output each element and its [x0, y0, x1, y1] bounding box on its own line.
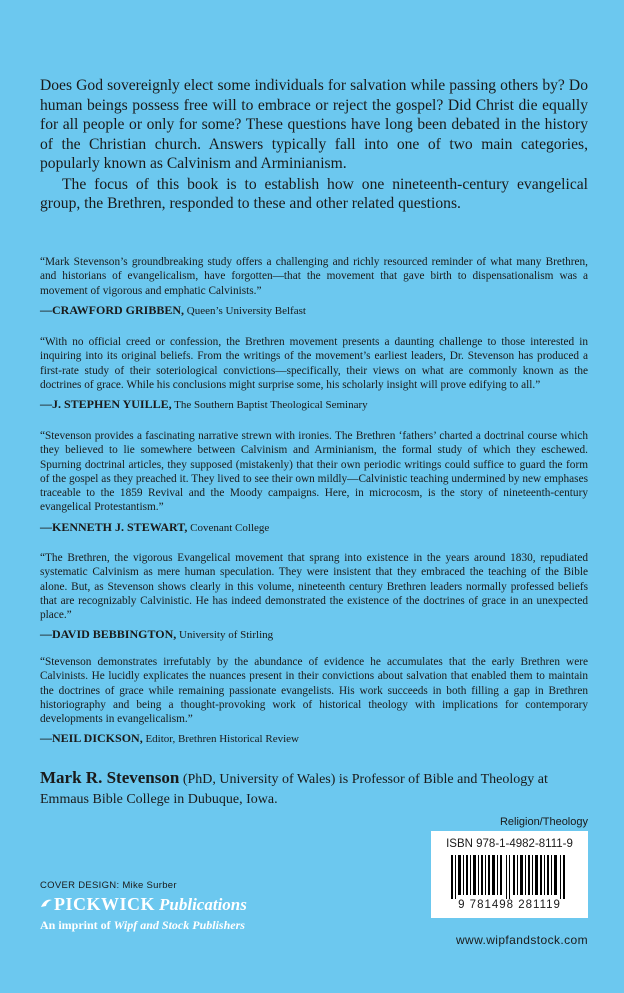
endorsement — [40, 655, 588, 746]
endorsement-attribution — [40, 731, 588, 746]
imprint-prefix: An imprint of — [40, 918, 114, 932]
endorser-name: —NEIL DICKSON, — [40, 731, 143, 746]
publisher-name: PICKWICK — [54, 894, 156, 914]
publisher-publications: Publications — [159, 895, 247, 914]
publisher-imprint — [40, 918, 245, 933]
endorsement — [40, 429, 588, 535]
author-bio-text: (PhD, University of Wales) is Professor of Bible and Theology at Emmaus Bible College in Dubuque, Iowa. — [40, 772, 548, 807]
endorser-affiliation: The Southern Baptist Theological Seminary — [174, 399, 368, 412]
endorser-name: —DAVID BEBBINGTON, — [40, 627, 177, 642]
endorsement-attribution — [40, 520, 588, 535]
endorsement — [40, 551, 588, 642]
description-paragraph-2: The focus of this book is to establish how one nineteenth-century evangelical group, the Brethren, responded to these and other related questions. — [40, 175, 588, 212]
endorser-affiliation: Editor, Brethren Historical Review — [145, 733, 299, 746]
endorsement-text: “With no official creed or confession, the Brethren movement presents a daunting challenge to those interested in inquiring into its original beliefs. From the writings of the movement’s earliest leaders, Dr. Stevenson has produced a first-rate study of their soteriological convictions—specifically, their views on what are commonly known as the doctrines of grace. While his conclusions might surprise some, his scholarly insight will prove edifying to all.” — [40, 336, 588, 391]
author-bio — [40, 768, 588, 810]
endorser-affiliation: Queen’s University Belfast — [186, 304, 306, 317]
swirl-icon — [40, 897, 54, 911]
imprint-name: Wipf and Stock Publishers — [113, 918, 245, 932]
endorsement-text: “Stevenson demonstrates irrefutably by the abundance of evidence he accumulates that the early Brethren were Calvinists. He lucidly explicates the nuances present in their convictions about salvation that enabled them to maintain the doctrines of grace while remaining passionate evangelists. His work succeeds in both filling a gap in Brethren historiography and being a thought-provoking work of historical theology with implications for contemporary developments in evangelicalism.” — [40, 656, 588, 726]
endorsement-attribution — [40, 627, 588, 642]
isbn-barcode — [431, 831, 588, 918]
endorsement-text: “Mark Stevenson’s groundbreaking study offers a challenging and richly resourced reminder of what many Brethren, and historians of evangelicalism, have forgotten—that the movement that gave birth to dispensationalism was a movement of vigorous and emphatic Calvinists.” — [40, 256, 588, 297]
endorsement-attribution — [40, 397, 588, 412]
endorsement-text: “The Brethren, the vigorous Evangelical movement that sprang into existence in the years around 1830, repudiated systematic Calvinism as mere human speculation. They were insistent that they embraced the teaching of the Bible alone. But, as Stevenson shows clearly in this volume, nineteenth century Brethren leaders normally professed beliefs that are recognizably Calvinistic. He has indeed demonstrated the existence of the doctrines of grace in an unexpected place.” — [40, 552, 588, 622]
book-description — [40, 76, 588, 214]
endorser-name: —CRAWFORD GRIBBEN, — [40, 302, 185, 317]
endorsement-attribution — [40, 303, 588, 318]
endorsement — [40, 335, 588, 412]
endorsement-text: “Stevenson provides a fascinating narrative strewn with ironies. The Brethren ‘fathers’ charted a doctrinal course which they believed to lie somewhere between Calvinism and Arminianism, the formal study of which they eschewed. Spurning doctrinal articles, they supposed (mistakenly) that their own periodic writings could suffice to guard the form of the gospel as they preached it. They lived to see their own mildly—Calvinistic teaching undermined by new emphases traceable to the 1859 Revival and the Moody campaigns. Here, in microcosm, is the story of nineteenth-century evangelical Protestantism.” — [40, 430, 588, 514]
publisher-url: www.wipfandstock.com — [455, 933, 588, 947]
isbn-label: ISBN 978-1-4982-8111-9 — [446, 838, 573, 850]
endorser-name: —J. STEPHEN YUILLE, — [40, 397, 172, 412]
author-name: Mark R. Stevenson — [40, 768, 180, 787]
endorsement — [40, 255, 588, 318]
publisher-logo — [40, 894, 280, 918]
barcode-digits: 9 781498 281119 — [458, 899, 561, 911]
cover-design-credit: COVER DESIGN: Mike Surber — [40, 880, 177, 891]
endorser-name: —KENNETH J. STEWART, — [40, 519, 188, 534]
barcode-icon — [451, 855, 568, 899]
endorser-affiliation: Covenant College — [190, 521, 270, 534]
subject-category: Religion/Theology — [499, 816, 588, 828]
endorser-affiliation: University of Stirling — [179, 629, 274, 642]
description-paragraph-1: Does God sovereignly elect some individuals for salvation while passing others by? Do human beings possess free will to embrace or reject the gospel? Did Christ die equally for all people or only for some? These questions have long been debated in the history of the Christian church. Answers typically fall into one of two main categories, popularly known as Calvinism and Arminianism. — [40, 77, 588, 172]
